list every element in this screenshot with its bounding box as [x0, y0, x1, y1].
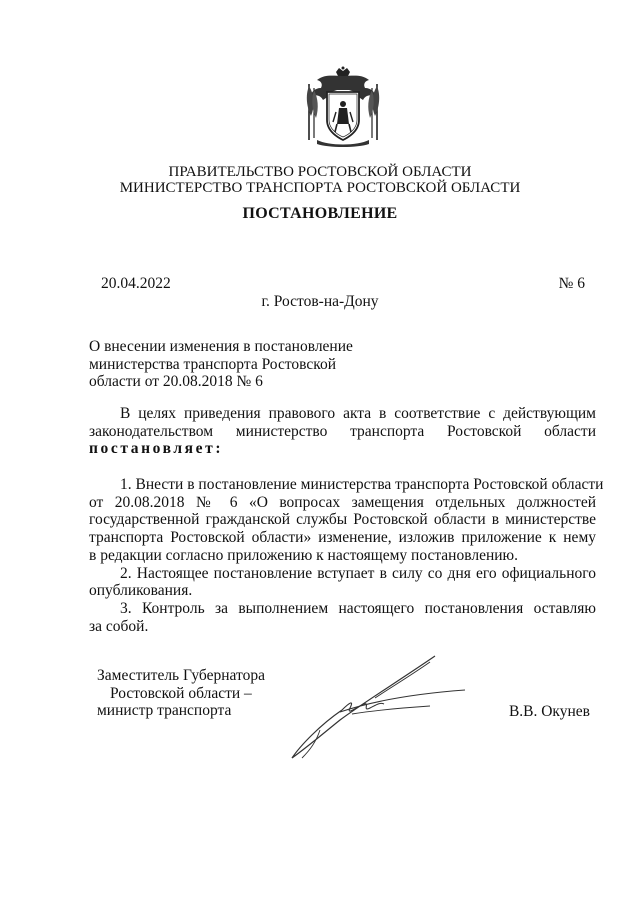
- document-number: № 6: [558, 275, 585, 292]
- document-type-title: ПОСТАНОВЛЕНИЕ: [242, 205, 398, 222]
- item-line: 1. Внести в постановление министерства транспорта Ростовской области: [120, 476, 604, 493]
- handwritten-signature: [280, 650, 470, 765]
- item-line: государственной гражданской службы Ростовской области в министерстве: [89, 511, 596, 529]
- document-subject: [89, 338, 389, 391]
- item-line: опубликования.: [89, 582, 193, 600]
- item-line: 3. Контроль за выполнением настоящего постановления оставляю: [120, 599, 596, 617]
- ministry-name: МИНИСТЕРСТВО ТРАНСПОРТА РОСТОВСКОЙ ОБЛАСТИ: [119, 180, 521, 196]
- preamble-line: законодательством министерство транспорта Ростовской области: [89, 422, 596, 440]
- item-line: 2. Настоящее постановление вступает в силу со дня его официального: [120, 564, 596, 582]
- position-line: министр транспорта: [97, 702, 232, 720]
- preamble-paragraph: [89, 405, 596, 458]
- preamble-line: В целях приведения правового акта в соответствие с действующим: [120, 405, 596, 422]
- item-line: транспорта Ростовской области» изменение, изложив приложение к нему: [89, 529, 596, 547]
- coat-of-arms-icon: [303, 66, 383, 148]
- item-line: за собой.: [89, 617, 149, 635]
- signatory-position: [97, 667, 265, 720]
- position-line: Ростовской области –: [110, 684, 252, 702]
- item-line: в редакции согласно приложению к настоящему постановлению.: [89, 546, 518, 564]
- subject-line: О внесении изменения в постановление: [89, 338, 353, 355]
- document-date: 20.04.2022: [101, 275, 171, 292]
- decree-word: постановляет:: [89, 440, 224, 458]
- subject-line: министерства транспорта Ростовской: [89, 355, 337, 373]
- subject-line: области от 20.08.2018 № 6: [89, 373, 263, 390]
- signatory-name: В.В. Окунев: [508, 703, 590, 720]
- decree-items: [89, 476, 604, 635]
- position-line: Заместитель Губернатора: [97, 667, 265, 684]
- document-city: г. Ростов-на-Дону: [261, 293, 379, 310]
- government-name: ПРАВИТЕЛЬСТВО РОСТОВСКОЙ ОБЛАСТИ: [168, 164, 472, 180]
- item-line: от 20.08.2018 № 6 «О вопросах замещения отдельных должностей: [89, 493, 596, 511]
